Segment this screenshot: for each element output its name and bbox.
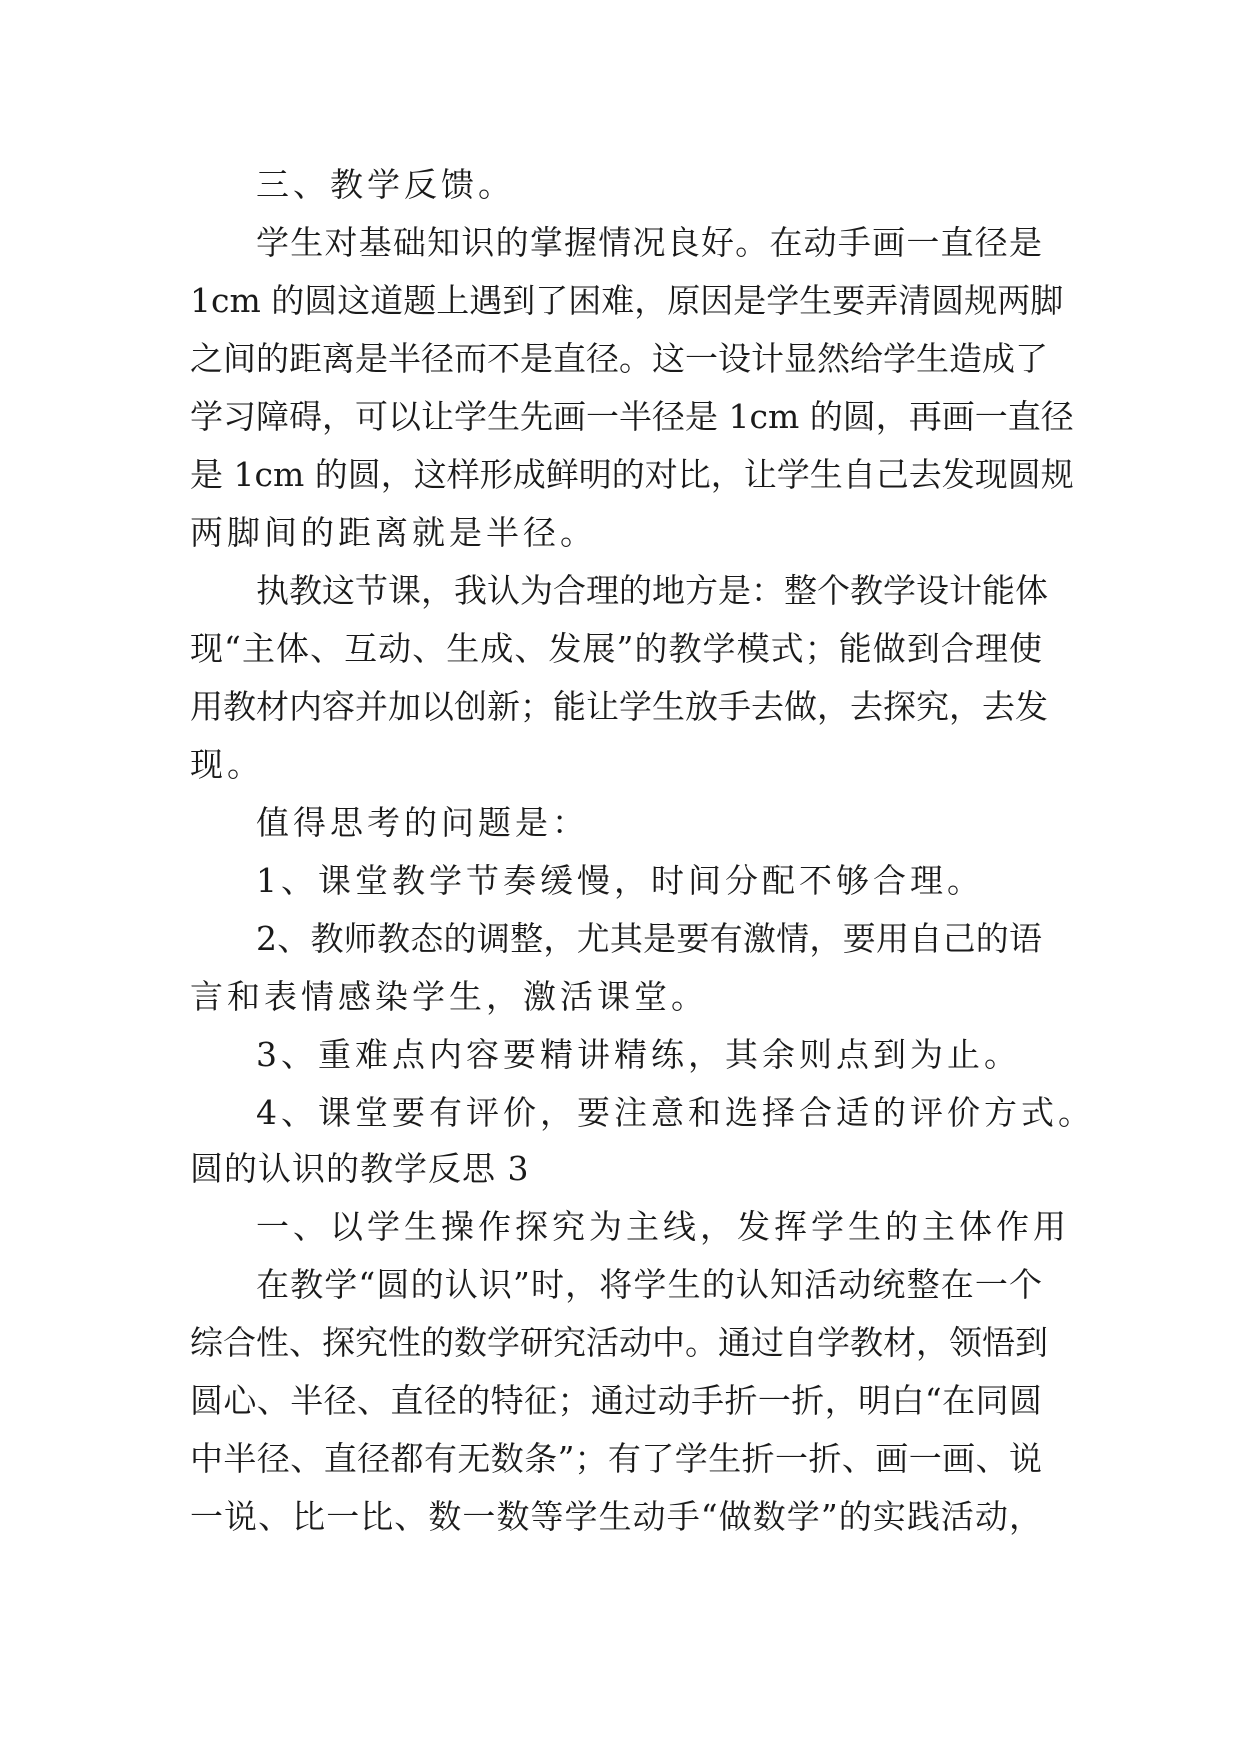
paragraph-line: 一说、比一比、数一数等学生动手“做数学”的实践活动， bbox=[190, 1497, 1042, 1536]
section-heading: 三、教学反馈。 bbox=[256, 165, 515, 204]
list-item: 4、课堂要有评价，要注意和选择合适的评价方式。 bbox=[256, 1093, 1095, 1132]
paragraph-line: 执教这节课，我认为合理的地方是：整个教学设计能体 bbox=[256, 571, 1048, 610]
paragraph-line: 用教材内容并加以创新；能让学生放手去做，去探究，去发 bbox=[190, 687, 1048, 726]
subheading: 一、以学生操作探究为主线，发挥学生的主体作用 bbox=[256, 1207, 1070, 1246]
paragraph-line: 是 1cm 的圆，这样形成鲜明的对比，让学生自己去发现圆规 bbox=[190, 455, 1074, 494]
section-title: 圆的认识的教学反思 3 bbox=[190, 1149, 530, 1188]
paragraph-line: 两脚间的距离就是半径。 bbox=[190, 513, 597, 552]
paragraph-line: 之间的距离是半径而不是直径。这一设计显然给学生造成了 bbox=[190, 339, 1048, 378]
paragraph-line: 圆心、半径、直径的特征；通过动手折一折，明白“在同圆 bbox=[190, 1381, 1042, 1420]
paragraph-line: 学习障碍，可以让学生先画一半径是 1cm 的圆，再画一直径 bbox=[190, 397, 1074, 436]
list-item: 2、教师教态的调整，尤其是要有激情，要用自己的语 bbox=[256, 919, 1042, 958]
list-item-continuation: 言和表情感染学生，激活课堂。 bbox=[190, 977, 708, 1016]
paragraph-line: 学生对基础知识的掌握情况良好。在动手画一直径是 bbox=[256, 223, 1042, 262]
paragraph-line: 1cm 的圆这道题上遇到了困难，原因是学生要弄清圆规两脚 bbox=[190, 281, 1064, 320]
paragraph-line: 在教学“圆的认识”时，将学生的认知活动统整在一个 bbox=[256, 1265, 1042, 1304]
paragraph-line: 现“主体、互动、生成、发展”的教学模式；能做到合理使 bbox=[190, 629, 1042, 668]
paragraph-line: 综合性、探究性的数学研究活动中。通过自学教材，领悟到 bbox=[190, 1323, 1048, 1362]
paragraph-line: 中半径、直径都有无数条”；有了学生折一折、画一画、说 bbox=[190, 1439, 1042, 1478]
list-item: 3、重难点内容要精讲精练，其余则点到为止。 bbox=[256, 1035, 1021, 1074]
paragraph-line: 值得思考的问题是： bbox=[256, 803, 589, 842]
list-item: 1、课堂教学节奏缓慢，时间分配不够合理。 bbox=[256, 861, 984, 900]
paragraph-line: 现。 bbox=[190, 745, 264, 784]
